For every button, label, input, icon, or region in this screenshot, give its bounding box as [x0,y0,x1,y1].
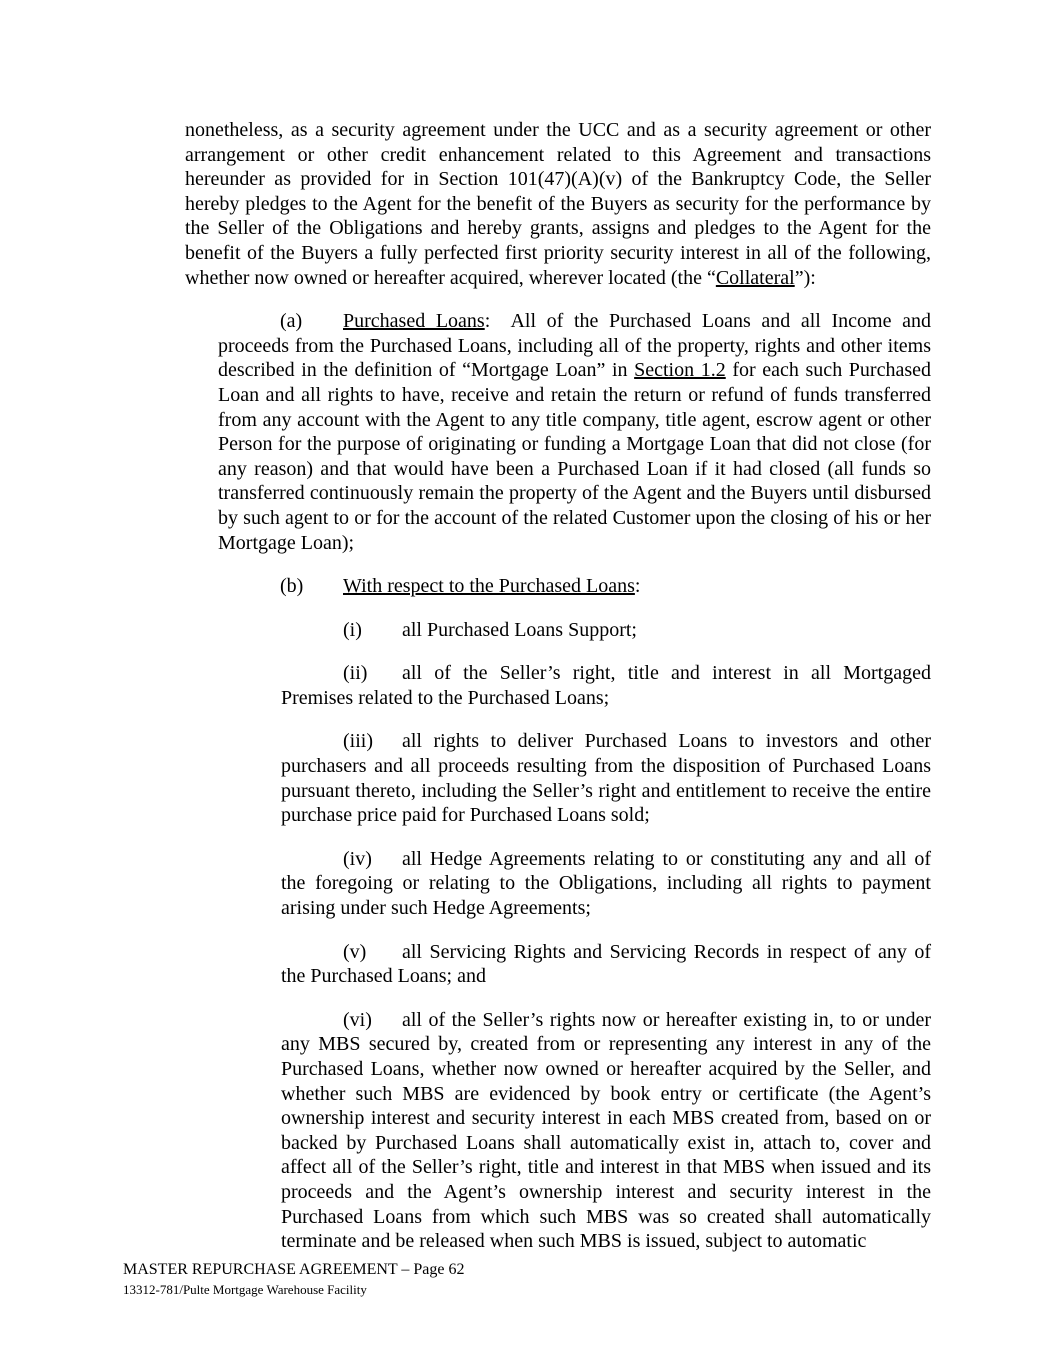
item-iii [281,729,931,827]
item-vi-text: all of the Seller’s rights now or hereafter existing in, to or under any MBS secured by, created from or representing any interest in any of the Purchased Loans, whether now owned or hereafter acquired by the Seller, and whether such MBS are evidenced by book entry or certificate (the Agent’s ownership interest and security interest in each MBS created from, based on or backed by Purchased Loans shall automatically exist in, attach to, cover and affect all of the Seller’s right, title and interest in that MBS when issued and its proceeds and the Agent’s ownership interest and security interest in the Purchased Loans from which such MBS was so created shall automatically terminate and be released when such MBS is issued, subject to automatic [281,1008,931,1253]
paragraph-b-text: With respect to the Purchased Loans: [343,575,641,598]
item-iii-text: all rights to deliver Purchased Loans to investors and other purchasers and all proceeds resulting from the disposition of Purchased Loans pursuant thereto, including the Seller’s right and entitlement to receive the entire purchase price paid for Purchased Loans sold; [281,730,931,827]
paragraph-a [218,309,931,555]
item-iv-label: (iv) [343,847,372,870]
paragraph-b [218,574,931,599]
footer-facility-reference: 13312-781/Pulte Mortgage Warehouse Facility [123,1282,367,1297]
paragraph-a-text: Purchased Loans: All of the Purchased Loans and all Income and proceeds from the Purchased Loans, including all of the property, rights and other items described in the definition of “Mortgage Loan” in Section 1.2 for each such Purchased Loan and all rights to have, receive and retain the return or refund of funds transferred from any account with the Agent to any title company, title agent, escrow agent or other Person for the purpose of originating or funding a Mortgage Loan that did not close (for any reason) and that would have been a Purchased Loan if it had closed (all funds so transferred continuously remain the property of the Agent and the Buyers until disbursed by such agent to or for the account of the related Customer upon the closing of his or her Mortgage Loan); [218,310,931,554]
document-body [185,118,931,1273]
item-ii-label: (ii) [343,662,368,685]
item-vi-label: (vi) [343,1008,372,1031]
item-iii-label: (iii) [343,730,373,753]
item-ii-text: all of the Seller’s right, title and interest in all Mortgaged Premises related to the Purchased Loans; [281,662,931,709]
paragraph-a-label: (a) [280,310,303,333]
paragraph-intro [185,118,931,290]
paragraph-intro-text: nonetheless, as a security agreement under the UCC and as a security agreement or other arrangement or other credit enhancement related to this Agreement and transactions hereunder as provided for in Section 101(47)(A)(v) of the Bankruptcy Code, the Seller hereby pledges to the Agent for the benefit of the Buyers as security for the performance by the Seller of the Obligations and hereby grants, assigns and pledges to the Agent for the benefit of the Buyers a fully perfected first priority security interest in all of the following, whether now owned or hereafter acquired, wherever located (the “Collateral”): [185,119,931,289]
item-v [281,940,931,989]
item-iv-text: all Hedge Agreements relating to or constituting any and all of the foregoing or relating to the Obligations, including all rights to payment arising under such Hedge Agreements; [281,847,931,920]
footer-agreement-title: MASTER REPURCHASE AGREEMENT – Page 62 [123,1261,465,1278]
item-ii [281,661,931,710]
item-v-text: all Servicing Rights and Servicing Records in respect of any of the Purchased Loans; and [281,940,931,988]
item-iv [281,847,931,921]
item-i-label: (i) [343,618,362,641]
page-footer [123,1260,465,1298]
item-i [281,618,931,643]
item-i-text: all Purchased Loans Support; [402,618,637,641]
item-v-label: (v) [343,940,367,963]
item-vi [281,1008,931,1254]
paragraph-b-label: (b) [280,575,304,598]
